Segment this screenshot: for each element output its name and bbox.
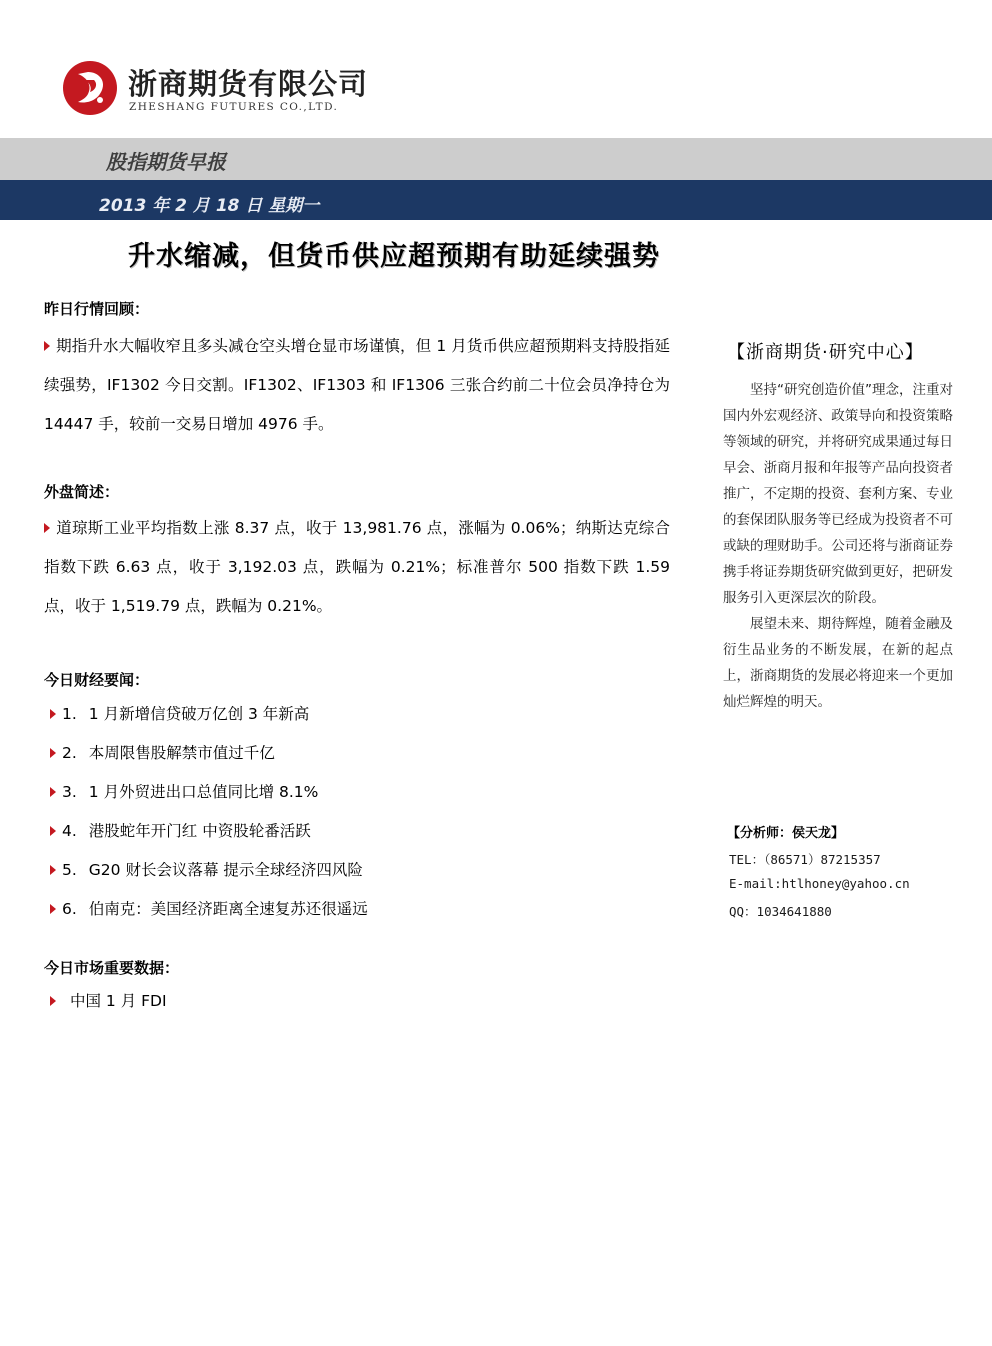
overseas-text: 道琼斯工业平均指数上涨 8.37 点，收于 13,981.76 点，涨幅为 0.06%；纳斯达克综合指数下跌 6.63 点，收于 3,192.03 点，跌幅为 0.21%；标准普尔 500 指数下跌 1.59 点，收于 1,519.79 点，跌幅为 0.21%。 <box>44 519 670 615</box>
bullet-arrow-icon <box>50 996 56 1006</box>
bullet-arrow-icon <box>50 787 56 797</box>
section-title-news: 今日财经要闻： <box>44 671 150 689</box>
bullet-arrow-icon <box>50 826 56 836</box>
report-type-bar <box>0 138 992 180</box>
bullet-arrow-icon <box>50 709 56 719</box>
news-item: 6. 伯南克：美国经济距离全速复苏还很遥远 <box>50 897 368 919</box>
company-logo-icon <box>62 60 118 120</box>
news-item: 3. 1 月外贸进出口总值同比增 8.1% <box>50 780 318 802</box>
sidebar-paragraph-1: 坚持“研究创造价值”理念，注重对国内外宏观经济、政策导向和投资策略等领域的研究，并将研究成果通过每日早会、浙商月报和年报等产品向投资者推广，不定期的投资、套利方案、专业的套保团队服务等已经成为投资者不可或缺的理财助手。公司还将与浙商证券携手将证券期货研究做到更好，把研发服务引入更深层次的阶段。 <box>723 382 953 606</box>
bullet-arrow-icon <box>44 523 50 533</box>
analyst-email: E-mail:htlhoney@yahoo.cn <box>729 876 910 891</box>
bullet-arrow-icon <box>44 341 50 351</box>
news-item: 5. G20 财长会议落幕 提示全球经济四风险 <box>50 858 363 880</box>
company-name-en: ZHESHANG FUTURES CO.,LTD. <box>129 101 339 113</box>
review-text: 期指升水大幅收窄且多头减仓空头增仓显市场谨慎，但 1 月货币供应超预期料支持股指延续强势，IF1302 今日交割。IF1302、IF1303 和 IF1306 三张合约前二十位会员净持仓为 14447 手，较前一交易日增加 4976 手。 <box>44 337 670 433</box>
news-item: 2. 本周限售股解禁市值过千亿 <box>50 741 275 763</box>
sidebar-paragraph-2: 展望未来、期待辉煌，随着金融及衍生品业务的不断发展，在新的起点上，浙商期货的发展必将迎来一个更加灿烂辉煌的明天。 <box>723 616 953 710</box>
overseas-paragraph <box>44 509 670 626</box>
section-title-review: 昨日行情回顾： <box>44 300 150 318</box>
company-name-cn: 浙商期货有限公司 <box>128 67 369 101</box>
report-date: 2013 年 2 月 18 日 星期一 <box>99 196 320 216</box>
data-item: 中国 1 月 FDI <box>50 989 167 1011</box>
report-headline: 升水缩减，但货币供应超预期有助延续强势 <box>128 241 660 272</box>
analyst-qq: QQ：1034641880 <box>729 904 832 919</box>
section-title-data: 今日市场重要数据： <box>44 959 180 977</box>
bullet-arrow-icon <box>50 748 56 758</box>
analyst-tel: TEL：（86571）87215357 <box>729 852 881 867</box>
news-item: 4. 港股蛇年开门红 中资股轮番活跃 <box>50 819 311 841</box>
bullet-arrow-icon <box>50 904 56 914</box>
review-paragraph <box>44 327 670 444</box>
report-type: 股指期货早报 <box>106 150 226 174</box>
bullet-arrow-icon <box>50 865 56 875</box>
date-bar <box>0 180 992 220</box>
section-title-overseas: 外盘简述： <box>44 483 120 501</box>
sidebar-title: 【浙商期货·研究中心】 <box>727 342 924 363</box>
news-item: 1. 1 月新增信贷破万亿创 3 年新高 <box>50 702 309 724</box>
analyst-name: 【分析师：侯天龙】 <box>727 826 845 841</box>
sidebar-body <box>723 377 953 715</box>
